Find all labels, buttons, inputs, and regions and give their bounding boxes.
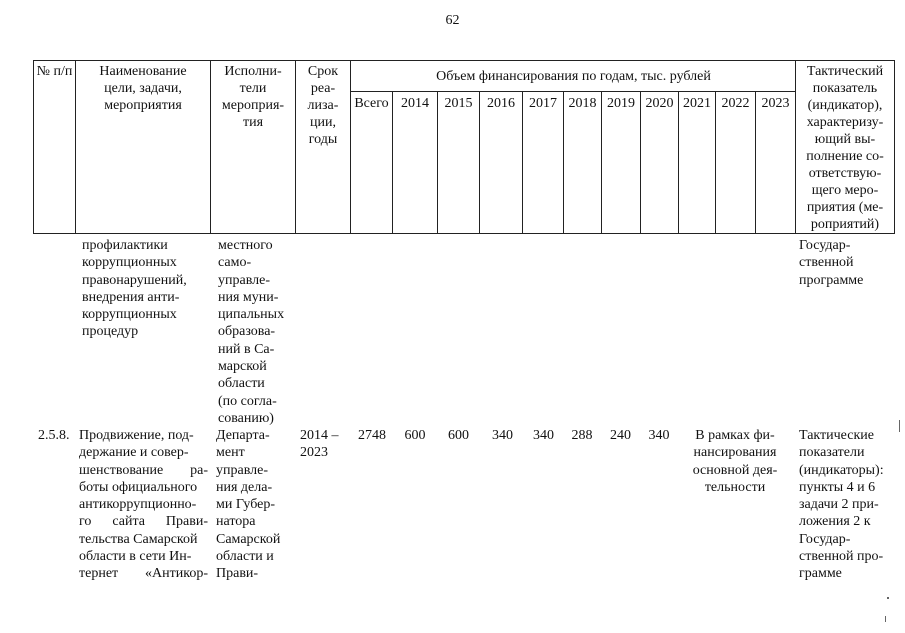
header-col-number: № п/п — [36, 64, 73, 79]
continuation-executors: местного само- управле- ния муни- ципальных образова- ний в Са- марской области (по согла- сованию) — [218, 238, 285, 426]
continuation-name: профилактики коррупционных правонарушений, внедрения анти- коррупционных процедур — [82, 238, 187, 340]
header-col-total: Всего — [354, 96, 389, 111]
indicator-top-border — [795, 60, 895, 61]
row-merged-funding-note: В рамках фи- нансирования основной дея- тельности — [692, 428, 778, 495]
scan-mark — [899, 420, 900, 432]
row-name: Продвижение, под- держание и совер- шенствование ра- боты официального антикоррупционно- го сайта Прави- тельства Самарской области в сети Ин- тернет «Антикор- — [79, 428, 208, 582]
header-col-funding: Объем финансирования по годам, тыс. рублей — [436, 69, 711, 84]
header-year-2015: 2015 — [444, 96, 473, 111]
header-col-executors: Исполни- тели мероприя- тия — [221, 64, 285, 130]
header-col-name: Наименование цели, задачи, мероприятия — [99, 64, 187, 113]
row-value-2017: 340 — [533, 428, 554, 443]
row-value-2019: 240 — [610, 428, 631, 443]
row-value-2015: 600 — [448, 428, 469, 443]
scan-mark — [885, 616, 886, 622]
row-indicator: Тактические показатели (индикаторы): пункты 4 и 6 задачи 2 при- ложения 2 к Государ- ственной про- грамме — [799, 428, 884, 582]
row-term: 2014 – 2023 — [300, 428, 339, 461]
header-col-term: Срок реа- лиза- ции, годы — [307, 64, 339, 147]
page-number: 62 — [445, 13, 460, 28]
continuation-indicator: Государ- ственной программе — [799, 238, 864, 288]
header-year-2020: 2020 — [645, 96, 674, 111]
row-executors: Департа- мент управле- ния дела- ми Губер- натора Самарской области и Прави- — [216, 428, 281, 582]
header-year-2023: 2023 — [761, 96, 790, 111]
indicator-bottom-border — [795, 233, 895, 234]
table-right-border — [894, 60, 895, 234]
row-total: 2748 — [358, 428, 386, 443]
row-value-2020: 340 — [648, 428, 670, 443]
header-year-2019: 2019 — [607, 96, 635, 111]
row-value-2016: 340 — [492, 428, 513, 443]
row-value-2014: 600 — [404, 428, 426, 443]
header-year-2017: 2017 — [529, 96, 557, 111]
header-year-2018: 2018 — [568, 96, 597, 111]
header-year-2021: 2021 — [683, 96, 711, 111]
header-year-2022: 2022 — [721, 96, 750, 111]
row-number: 2.5.8. — [38, 428, 70, 443]
header-year-2016: 2016 — [487, 96, 515, 111]
header-year-2014: 2014 — [401, 96, 429, 111]
row-value-2018: 288 — [571, 428, 593, 443]
header-col-indicator: Тактический показатель (индикатор), характеризу- ющий вы- полнение со- ответствую- щего меро- приятия (ме- роприятий) — [806, 64, 884, 232]
scan-dot — [887, 597, 889, 599]
